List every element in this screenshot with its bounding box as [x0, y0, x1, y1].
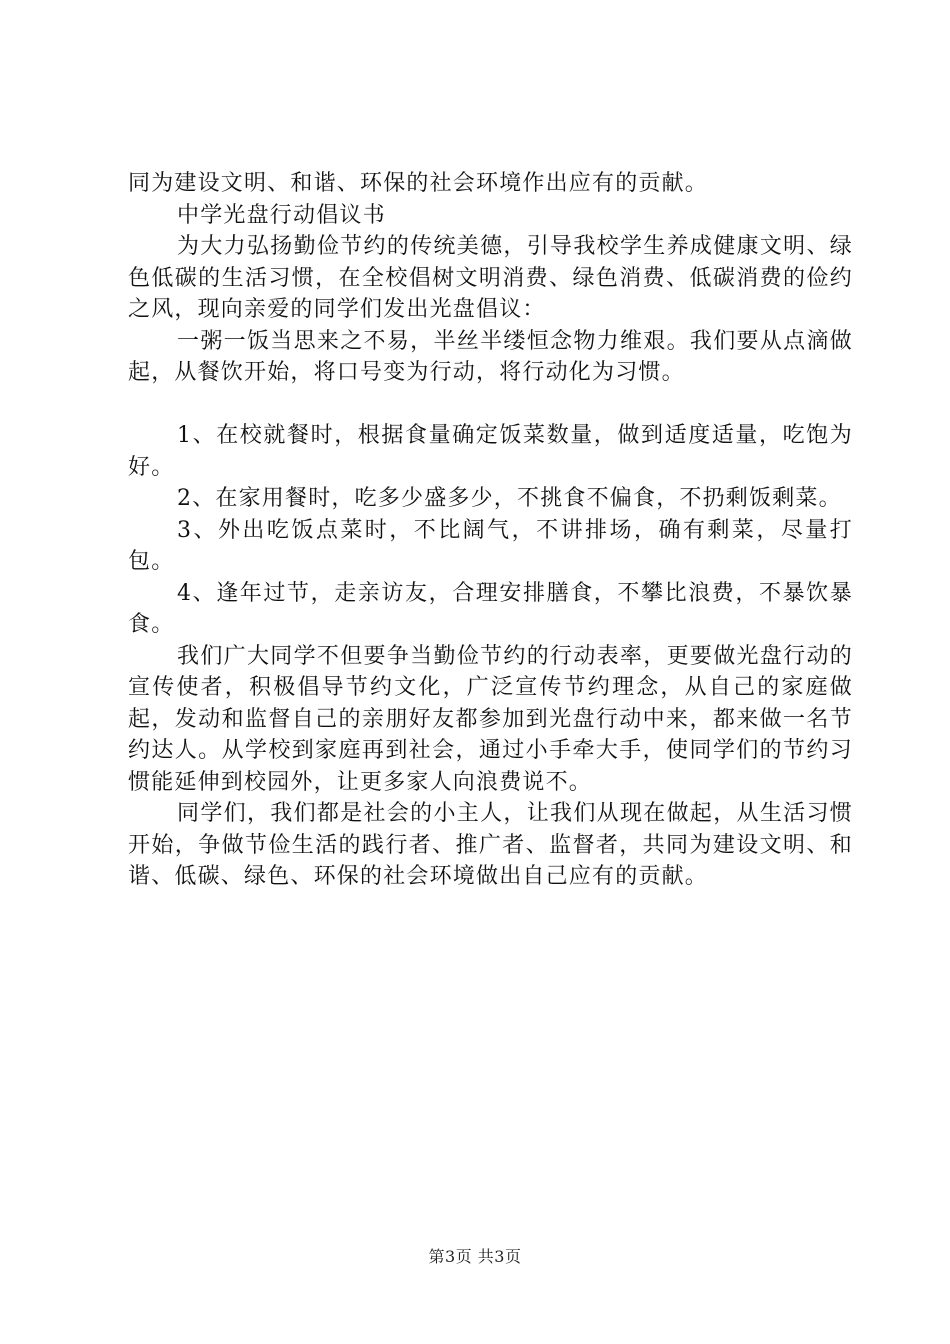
list-item: 3、外出吃饭点菜时，不比阔气，不讲排场，确有剩菜，尽量打包。 [128, 517, 853, 574]
continuation-paragraph: 同为建设文明、和谐、环保的社会环境作出应有的贡献。 [128, 171, 709, 196]
page-number-footer: 第3页 共3页 [428, 1247, 522, 1266]
paragraph-gap [128, 389, 853, 421]
intro-paragraph: 为大力弘扬勤俭节约的传统美德，引导我校学生养成健康文明、绿色低碳的生活习惯，在全校倡树文明消费、绿色消费、低碳消费的俭约之风，现向亲爱的同学们发出光盘倡议： [128, 234, 853, 322]
list-item: 1、在校就餐时，根据食量确定饭菜数量，做到适度适量，吃饱为好。 [128, 423, 853, 480]
slogan-paragraph: 一粥一饭当思来之不易，半丝半缕恒念物力维艰。我们要从点滴做起，从餐饮开始，将口号变为行动，将行动化为习惯。 [128, 328, 853, 385]
list-item: 2、在家用餐时，吃多少盛多少，不挑食不偏食，不扔剩饭剩菜。 [177, 486, 842, 511]
list-item: 4、逢年过节，走亲访友，合理安排膳食，不攀比浪费，不暴饮暴食。 [128, 580, 853, 637]
document-title: 中学光盘行动倡议书 [177, 202, 386, 228]
document-body [128, 168, 853, 893]
call-to-action-paragraph: 我们广大同学不但要争当勤俭节约的行动表率，更要做光盘行动的宣传使者，积极倡导节约文化，广泛宣传节约理念，从自己的家庭做起，发动和监督自己的亲朋好友都参加到光盘行动中来，都来做一名节约达人。从学校到家庭再到社会，通过小手牵大手，使同学们的节约习惯能延伸到校园外，让更多家人向浪费说不。 [128, 643, 853, 795]
closing-paragraph: 同学们，我们都是社会的小主人，让我们从现在做起，从生活习惯开始，争做节俭生活的践行者、推广者、监督者，共同为建设文明、和谐、低碳、绿色、环保的社会环境做出自己应有的贡献。 [128, 801, 853, 889]
